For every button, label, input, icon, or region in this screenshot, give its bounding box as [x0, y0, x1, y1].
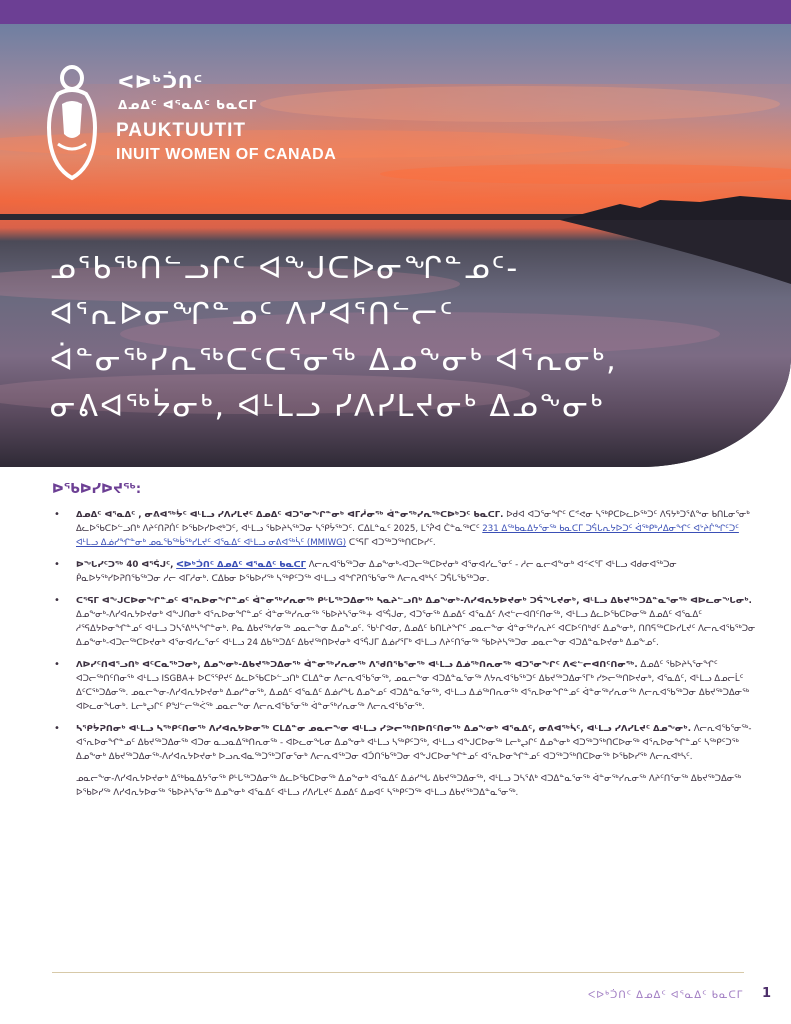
- bullet-text: ᐅᑯᐊ ᐊᑐᕐᓂᖏᑦ ᑕᕝᕙᓂ ᓴᖅᑭᑕᐅᓚᐅᖅᑐᑦ ᐱᕋᔭᒃᑐᕐᕕᖕᓂ ᑲᑎᒪᓂᕐᓂᒃ ᐃᓚᐅᖃᑕᐅᓪᓗᑎᒃ ᐱᔨᑦᑎᕈᑏᑦ ᐅᖃᐅᓯᐅᕙᒃᑐᑦ, ᐊᒻᒪᓗ ᖃᐅᔨᓴᖅᑐᓂ ᓴᕿᔮᖅᑐᑦ. ᑕᐃᒪᓐᓇᑦ 2025, ᒪᕐᕉᐊ ᑖᓐᓇᖅᑕᑦ: [76, 510, 750, 534]
- bullet-text: ᐱᓕᕆᐊᖃᕐᓂᖅ-ᐊᕐᕆᐅᓂᖏᓐᓄᑦ ᐃᑲᔪᖅᑐᐃᓂᖅ ᐊᑐᓂ ᓇᓗᓇᐃᖅᑎᕆᓂᖅ - ᐊᐅᓚᓂᖓᓂ ᐃᓄᖕᓂᒃ ᐊᒻᒪᓗ ᓴᖅᑭᑦᑐᖅ, ᐊᒻᒪᓗ ᐊᖕᒍᑕᐅᓂᖅ ᒪᓕᒃᖢᒋᑦ ᐃᓄᖕᓂᒃ ᐊᑐᖅᑐᖅᑎᑕᐅᓂᖅ ᐊᕐᕆᐅᓂᖏᓐᓄᑦ ᓴᖅᑭᑦᑐᖅ ᐃᓄᖕᓂᒃ ᐃᑲᔪᖅᑐᐃᓂᖅ-ᐱᓯᐊᕆᔭᐅᔪᓂᒃ ᐅᓗᕆᐊᓇᖅᑐᖅᑐᒥᓂᕐᓂᒃ ᐱᓕᕆᐊᖅᑐᓂ ᐊᑑᑎᖃᖅᑐᓂ ᐊᖕᒍᑕᐅᓂᖏᓐᓄᑦ ᐊᕐᕆᐅᓂᖏᓐᓄᑦ ᐊᑐᖅᑐᖅᑎᑕᐅᓂᖅ ᐅᖃᐅᓯᖅ ᐱᓕᕆᐊᒃᓴᑦ.: [76, 724, 752, 762]
- list-item: [76, 658, 756, 714]
- bullet-bold-intro: ᐅᖓᓯᑦᑐᖅ 40 ᐊᕐᕌᒍᑦ,: [76, 560, 174, 570]
- title-line: ᓂᕕᐊᖅᔮᓂᒃ, ᐊᒻᒪᓗ ᓯᐱᓯᒪᔪᓂᒃ ᐃᓄᖕᓂᒃ: [50, 389, 605, 424]
- amauti-woman-logo-icon: [44, 64, 100, 182]
- title-line: ᐊᕐᕆᐅᓂᖏᓐᓄᑦ ᐱᓯᐊᕐᑎᓪᓕᑦ: [50, 297, 455, 332]
- page-number: 1: [762, 986, 772, 1001]
- org-english-subtitle: INUIT WOMEN OF CANADA: [116, 146, 337, 163]
- bullet-text-after: ᑕᕐᕋᒥ ᐊᑐᖅᑐᖅᑎᑕᐅᓯᑦ.: [348, 538, 436, 548]
- list-item: [76, 722, 756, 764]
- pauktuutit-link[interactable]: ᐸᐅᒃᑑᑎᑦ ᐃᓄᐃᑦ ᐊᕐᓇᐃᑦ ᑲᓇᑕᒥ: [176, 560, 307, 570]
- footer-org-name: ᐸᐅᒃᑑᑎᑦ ᐃᓄᐃᑦ ᐊᕐᓇᐃᑦ ᑲᓇᑕᒥ: [588, 990, 744, 1001]
- bullet-bold-intro: ᑕᕐᕋᒥ ᐊᖕᒍᑕᐅᓂᖏᓐᓄᑦ ᐊᕐᕆᐅᓂᖏᓐᓄᑦ ᐋᓐᓂᖅᓯᕆᓂᖅ ᑭᒡᒐᖅᑐᐃᓂᖅ ᓴᓇᔨᓪᓗᑎᒃ ᐃᓄᖕᓂᒃ-ᐱᓯᐊᕆᔭᐅᔪᓂᒃ ᑐᕌᖓᔪᓂᒃ, ᐊᒻᒪᓗ ᐃᑲᔪᖅᑐᐃᓐᓇᕐᓂᖅ ᐊᐅᓚᓂᖓᓂᒃ.: [76, 596, 752, 606]
- section-heading: ᐅᖃᐅᓯᐅᔪᖅ:: [52, 482, 142, 497]
- bullet-bold-intro: ᐱᐅᓯᑦᑎᐊᕐᓗᑎᒃ ᐊᑦᑕᓇᖅᑐᓂᒃ, ᐃᓄᖕᓂᒃ-ᐃᑲᔪᖅᑐᐃᓂᖅ ᐋᓐᓂᖅᓯᕆᓂᖅ ᐱᖁᑎᖃᕐᓂᖅ ᐊᒻᒪᓗ ᐃᓅᖅᑎᕆᓂᖅ ᐊᑐᕐᓂᖏᑦ ᐱᕙᓪᓕᐊᑎᑦᑎᓂᖅ.: [76, 660, 638, 670]
- mmiwg-link[interactable]: 231 ᐃᖅᑲᓇᐃᔭᕐᓂᖅ ᑲᓇᑕᒥ ᑐᕌᒐᕆᔭᐅᑐᑦ ᐋᖅᑭᒃᓱᐃᓂᖏᑦ ᐊᔾᔨᒌᖏᑦᑐᑦ ᐊᒻᒪᓗ ᐃᓅᓯᖏᓐᓂᒃ ᓄᓇᖃᖅᑳᖅᓯᒪᔪᑦ ᐊᕐᓇᐃᑦ ᐊᒻᒪᓗ ᓂᕕᐊᖅᓵᑦ (MMIWG): [76, 524, 739, 548]
- org-syllabics-subtitle: ᐃᓄᐃᑦ ᐊᕐᓇᐃᑦ ᑲᓇᑕᒥ: [118, 98, 258, 112]
- bullet-text: ᐃᓄᖕᓂᒃ-ᐱᓯᐊᕆᔭᐅᔪᓂᒃ ᐊᖕᒍᑎᓂᒃ ᐊᕐᕆᐅᓂᖏᓐᓄᑦ ᐋᓐᓂᖅᓯᕆᓂᖅ ᖃᐅᔨᓴᕐᓂᖅ+ ᐊᕐᕌᒍᓂ, ᐊᑐᕐᓂᖅ ᐃᓄᐃᑦ ᐊᕐᓇᐃᑦ ᐱᕙᓪᓕᐊᑎᑦᑎᓂᖅ, ᐊᒻᒪᓗ ᐃᓚᐅᖃᑕᐅᓂᖅ ᐃᓄᐃᑦ ᐊᕐᓇᐃᑦ ᓱᕐᕋᐃᔭᐅᓂᖏᓐᓄᑦ ᐊᒻᒪᓗ ᑐᓴᕐᕕᒃᓴᖏᓐᓂᒃ. ᑭᓇ ᐃᑲᔪᖅᓯᓂᖅ ᓄᓇᓕᖕᓂ ᐃᓄᖕᓄᑦ. ᖃᒡᒋᐊᓂ, ᐃᓄᐃᑦ ᑲᑎᒪᔨᖏᑦ ᓄᓇᓕᖕᓂ ᐋᓐᓂᖅᓯᕆᔨᑦ ᐊᑕᐅᑦᑎᒃᑯᑦ ᐃᓄᖕᓂᒃ, ᑎᑎᕋᖅᑕᐅᓯᒪᔪᑦ ᐱᓕᕆᐊᖃᖅᑐᓂ ᐃᓄᖕᓂᒃ-ᐊᑐᓕᖅᑕᐅᔪᓂᒃ ᐊᕐᓂᐊᓯᓚᕐᓂᑦ ᐊᒻᒪᓗ 24 ᐃᑲᖅᑐᐃᑦ ᐃᑲᔪᖅᑎᐅᔪᓂᒃ ᐊᕐᕌᒍᒥ ᐃᓅᓯᕐᒥᒃ ᐊᒻᒪᓗ ᐱᔨᑦᑎᕐᓂᖅ ᖃᐅᔨᓴᖅᑐᓂ ᓄᓇᓕᖕᓂ ᐊᑐᐃᓐᓇᐅᔪᓂᒃ ᐃᓄᖕᓄᑦ.: [76, 610, 756, 648]
- top-accent-bar: [0, 0, 791, 24]
- title-line: ᓄᕐᑲᖅᑎᓪᓗᒋᑦ ᐊᖕᒍᑕᐅᓂᖏᓐᓄᑦ-: [50, 251, 520, 286]
- bullet-text: ᐱᓕᕆᐊᖃᖅᑐᓂ ᐃᓄᖕᓂᒃ-ᐊᑐᓕᖅᑕᐅᔪᓂᒃ ᐊᕐᓂᐊᓯᓚᕐᓂᑦ - ᓱᓕ ᓇᓕᐊᖕᓂᒃ ᐊᑉᐸᕐᒥ ᐊᒻᒪᓗ ᐊᑯᓂᐊᖅᑐᓂ ᑮᓇᐅᔭᖅᓯᐅᕈᑎᖃᖅᑐᓂ ᓱᓕ ᐊᒥᓱᓂᒃ. ᑕᐃᑲᓂ ᐅᖃᐅᓯᖅ ᓴᖅᑭᑦᑐᖅ ᐊᒻᒪᓗ ᐊᖏᕈᑎᖃᕐᓂᖅ ᐱᓕᕆᐊᒃᓴᑦ ᑐᕌᒐᖃᖅᑐᓂ.: [76, 560, 677, 584]
- title-line: ᐋᓐᓂᖅᓯᕆᖅᑕᑦᑕᕐᓂᖅ ᐃᓄᖕᓂᒃ ᐊᕐᕆᓂᒃ,: [50, 343, 618, 378]
- page-title: [50, 246, 750, 430]
- bullet-bold-intro: ᓴᕿᔮᕈᑎᓂᒃ ᐊᒻᒪᓗ ᓴᖅᑭᑦᑎᓂᖅ ᐱᓯᐊᕆᔭᐅᓂᖅ ᑕᒪᐃᓐᓂ ᓄᓇᓕᖕᓂ ᐊᒻᒪᓗ ᓯᕗᓕᖅᑎᐅᑎᑦᑎᓂᖅ ᐃᓄᖕᓂᒃ ᐊᕐᓇᐃᑦ, ᓂᕕᐊᖅᓵᑦ, ᐊᒻᒪᓗ ᓯᐱᓯᒪᔪᑦ ᐃᓄᖕᓂᒃ.: [76, 724, 691, 734]
- list-item: [76, 558, 756, 586]
- list-item-continuation: [76, 772, 756, 800]
- bullet-bold-intro: ᐃᓄᐃᑦ ᐊᕐᓇᐃᑦ , ᓂᕕᐊᖅᔮᑦ ᐊᒻᒪᓗ ᓯᐱᓯᒪᔪᑦ ᐃᓄᐃᑦ ᐊᑐᕐᓂᖏᓐᓂᒃ ᐊᒥᓲᓂᖅ ᐋᓐᓂᖅᓯᕆᖅᑕᐅᒃᑐᑦ ᑲᓇᑕᒥ.: [76, 510, 504, 520]
- bullet-text: ᓄᓇᓕᖕᓂ-ᐱᓯᐊᕆᔭᐅᔪᓂᒃ ᐃᖅᑲᓇᐃᔭᕐᓂᖅ ᑭᒡᒐᖅᑐᐃᓂᖅ ᐃᓚᐅᖃᑕᐅᓂᖅ ᐃᓄᖕᓂᒃ ᐊᕐᓇᐃᑦ ᐃᓅᓯᖓ ᐃᑲᔪᖅᑐᐃᓂᖅ, ᐊᒻᒪᓗ ᑐᓴᕐᕕᒃ ᐊᑐᐃᓐᓇᕐᓂᖅ ᐋᓐᓂᖅᓯᕆᓂᖅ ᐱᔨᑦᑎᕐᓂᖅ ᐃᑲᔪᖅᑐᐃᓂᖅ ᐅᖃᐅᓯᖅ ᐱᓯᐊᕆᔭᐅᓂᖅ ᖃᐅᔨᓴᕐᓂᖅ ᐃᓄᖕᓂᒃ ᐊᕐᓇᐃᑦ ᐊᒻᒪᓗ ᓯᐱᓯᒪᔪᑦ ᐃᓄᐃᑦ ᐃᓄᐊᑦ ᓴᖅᑭᑦᑐᖅ ᐊᒻᒪᓗ ᐃᑲᔪᖅᑐᐃᓐᓇᕐᓂᖅ.: [76, 774, 742, 798]
- summary-list: [52, 508, 756, 808]
- hero-banner: [0, 24, 791, 467]
- list-item: [76, 508, 756, 550]
- bullet-text: ᐃᓄᐃᑦ ᖃᐅᔨᓴᕐᓂᖏᑦ ᐊᑐᓕᖅᑎᑦᑎᓂᖅ ᐊᒻᒪᓗ ISGBA+ ᐅᑕᕐᕿᔪᑦ ᐃᓚᐅᖃᑕᐅᓪᓗᑎᒃ ᑕᒪᐃᓐᓂ ᐱᓕᕆᐊᖃᕐᓂᖅ, ᓄᓇᓕᖕᓂ ᐊᑐᐃᓐᓇᕐᓂᖅ ᐱᔭᕆᐊᖃᖅᑐᑦ ᐃᑲᔪᖅᑐᐃᓂᕐᒥᒃ ᓯᕗᓕᖅᑎᐅᔪᓂᒃ, ᐊᕐᓇᐃᑦ, ᐊᒻᒪᓗ ᐃᓄᓕᒫᑦ ᐃᑦᑕᖅᑐᐃᓂᖅ. ᓄᓇᓕᖕᓂ-ᐱᓯᐊᕆᔭᐅᔪᓂᒃ ᐃᓄᓯᓐᓂᖅ, ᐃᓄᐃᑦ ᐊᕐᓇᐃᑦ ᐃᓅᓯᖓ ᐃᓄᖕᓄᑦ ᐊᑐᐃᓐᓇᕐᓂᖅ, ᐊᒻᒪᓗ ᐃᓅᖅᑎᕆᓂᖅ ᐊᕐᕆᐅᓂᖏᓐᓄᑦ ᐋᓐᓂᖅᓯᕆᓂᖅ ᐱᓕᕆᐊᖃᖅᑐᓂ ᐃᑲᔪᖅᑐᐃᓂᖅ ᐊᐅᓚᓂᖓᓂᒃ. ᒪᓕᒃᖢᒋᑦ ᑭᖑᓪᓕᖅᐹᖅ ᓄᓇᓕᖕᓂ ᐱᓕᕆᐊᖃᕐᓂᖅ ᐋᓐᓂᖅᓯᕆᓂᖅ ᐱᓕᕆᐊᖃᕐᓂᖅ.: [76, 660, 750, 712]
- org-syllabics-name: ᐸᐅᒃᑑᑎᑦ: [118, 72, 204, 93]
- org-english-name: PAUKTUUTIT: [116, 120, 246, 141]
- list-item: [76, 594, 756, 650]
- footer-divider: [52, 972, 744, 973]
